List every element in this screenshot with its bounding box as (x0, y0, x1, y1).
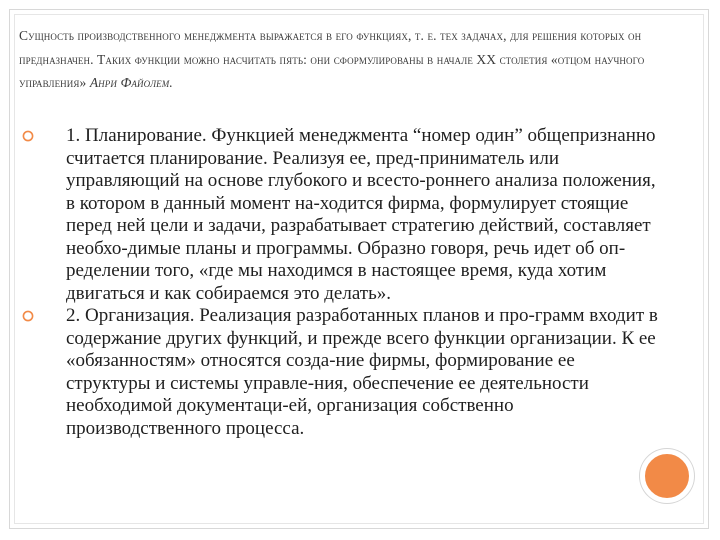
heading-author: Анри Файолем. (89, 75, 173, 90)
hollow-circle-bullet-icon (22, 130, 34, 142)
list-item-text: 1. Планирование. Функцией менеджмента “номер один” общепризнанно считается планирование. Реализуя ее, пред-приниматель или управляющий на основе глубокого и всесто-роннего анализа положения, в котором в данный момент на-ходится фирма, формулирует стоящие перед ней цели и задачи, разрабатывает стратегию действий, составляет необхо-димые планы и программы. Образно говоря, речь идет об оп-ределении того, «где мы находимся в настоящее время, куда хотим двигаться и как собираемся это делать». (66, 125, 656, 304)
hollow-circle-bullet-icon (22, 310, 34, 322)
decorative-circle (640, 449, 694, 503)
slide-heading (19, 24, 694, 95)
list-item-text: 2. Организация. Реализация разработанных планов и про-грамм входит в содержание других функций, и прежде всего функции организации. К ее «обязанностям» относятся созда-ние фирмы, формирование ее структуры и системы управле-ния, обеспечение ее деятельности необходимой документаци-ей, организация собственно производственного процесса. (66, 305, 658, 439)
bullet-list (22, 125, 662, 440)
list-item (22, 125, 662, 305)
heading-text: Сущность производственного менеджмента выражается в его функциях, т. е. тех задачах, для решения которых он предназначен. Таких функции можно насчитать пять: они сформулированы в начале ХХ столетия «отцом научного управления» (19, 28, 645, 90)
list-item (22, 305, 662, 440)
